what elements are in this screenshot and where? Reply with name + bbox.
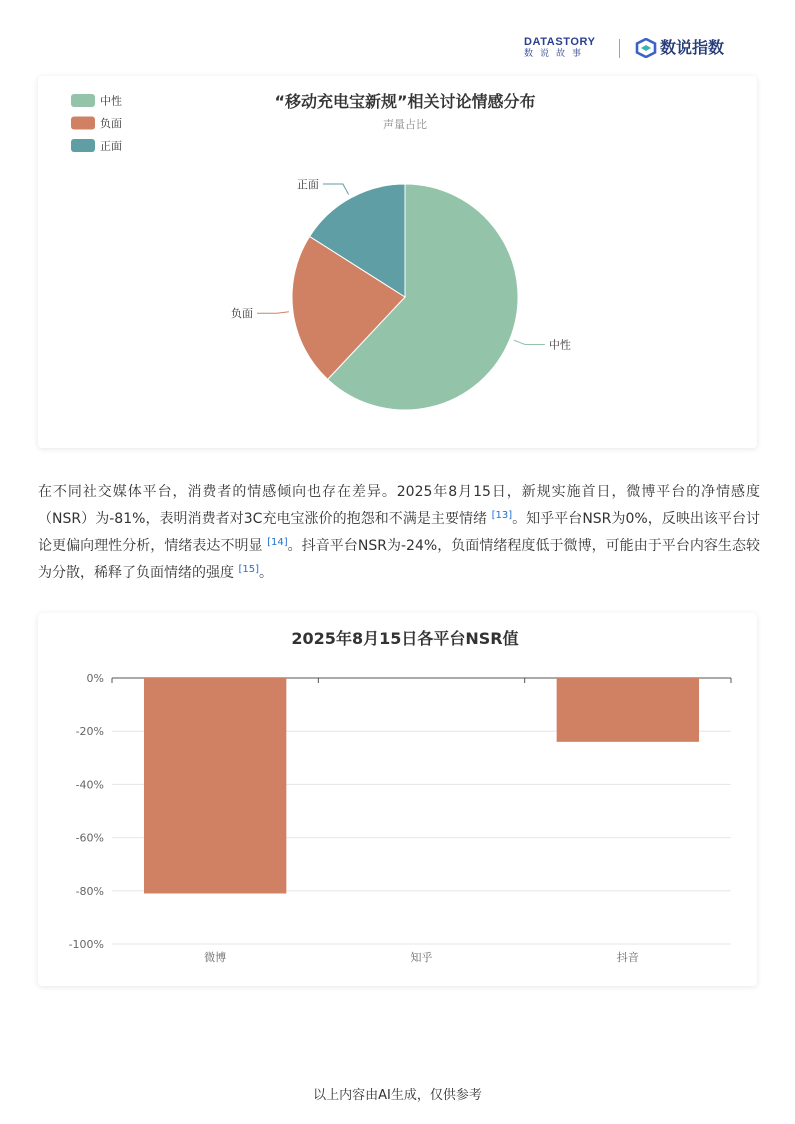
- bar-x-axis: [204, 950, 639, 964]
- bar-0[interactable]: [144, 678, 286, 893]
- reference-13[interactable]: [13]: [491, 510, 513, 521]
- datastory-logo: [524, 37, 606, 61]
- bar-y-tick-label-4: -80%: [75, 884, 104, 898]
- reference-15[interactable]: [15]: [238, 564, 259, 575]
- pie-slice-label-0: 中性: [548, 338, 571, 352]
- bar-y-tick-label-0: 0%: [86, 672, 104, 685]
- pie-legend-label-1[interactable]: 负面: [100, 117, 122, 130]
- pie-slices: [292, 184, 518, 410]
- index-logo-text: 数说指数: [660, 38, 725, 57]
- nsr-bar-card: [38, 613, 757, 986]
- shushuo-index-logo: [635, 37, 735, 59]
- datastory-logo-top: DATASTORY: [524, 36, 596, 48]
- paragraph-sentence-2: 。知乎平台NSR为0%，反映出该平台讨论更偏向理性分析，情绪表达不明显: [38, 511, 761, 554]
- page-header: [0, 0, 795, 70]
- datastory-logo-bottom: 数说故事: [524, 49, 589, 59]
- sentiment-pie-chart: [38, 76, 757, 448]
- bar-series: [144, 678, 699, 893]
- pie-legend: [71, 94, 122, 153]
- reference-14[interactable]: [14]: [267, 537, 288, 548]
- platform-sentiment-paragraph: [38, 479, 760, 587]
- paragraph-sentence-4: 。: [258, 565, 273, 581]
- pie-slice-label-1: 负面: [231, 307, 253, 321]
- pie-legend-swatch-0[interactable]: [71, 94, 95, 107]
- sentiment-pie-card: [38, 76, 757, 448]
- bar-y-tick-label-2: -40%: [75, 778, 104, 792]
- pie-chart-subtitle: 声量占比: [383, 118, 427, 131]
- pie-slice-label-2: 正面: [296, 178, 319, 191]
- bar-y-axis: [69, 672, 104, 951]
- bar-x-label-1: 知乎: [410, 951, 433, 964]
- bar-chart-title: 2025年8月15日各平台NSR值: [291, 629, 519, 648]
- pie-legend-label-2[interactable]: 正面: [100, 139, 122, 153]
- bar-2[interactable]: [557, 678, 699, 742]
- pie-leader-line-0: [514, 340, 545, 344]
- pie-leader-line-1: [257, 312, 289, 314]
- hexagon-logo-icon: [635, 38, 657, 58]
- pie-legend-label-0[interactable]: 中性: [100, 94, 122, 108]
- bar-y-tick-label-5: -100%: [68, 938, 104, 951]
- bar-y-tick-label-1: -20%: [75, 725, 104, 739]
- bar-x-label-0: 微博: [204, 951, 227, 964]
- bar-x-label-2: 抖音: [616, 951, 639, 964]
- paragraph-sentence-1: 在不同社交媒体平台，消费者的情感倾向也存在差异。2025年8月15日，新规实施首日，微博平台的净情感度（NSR）为-81%，表明消费者对3C充电宝涨价的抱怨和不满是主要情绪: [38, 484, 760, 527]
- ai-disclaimer: 以上内容由AI生成，仅供参考: [313, 1088, 482, 1103]
- pie-leader-line-2: [323, 184, 349, 195]
- logo-divider: [619, 39, 620, 58]
- pie-chart-title: “移动充电宝新规”相关讨论情感分布: [274, 92, 536, 111]
- pie-legend-swatch-1[interactable]: [71, 117, 95, 130]
- nsr-bar-chart: [38, 613, 757, 986]
- bar-y-tick-label-3: -60%: [75, 831, 104, 845]
- paragraph-sentence-3: 。抖音平台NSR为-24%，负面情绪程度低于微博，可能由于平台内容生态较为分散，稀释了负面情绪的强度: [38, 538, 761, 581]
- pie-legend-swatch-2[interactable]: [71, 139, 95, 152]
